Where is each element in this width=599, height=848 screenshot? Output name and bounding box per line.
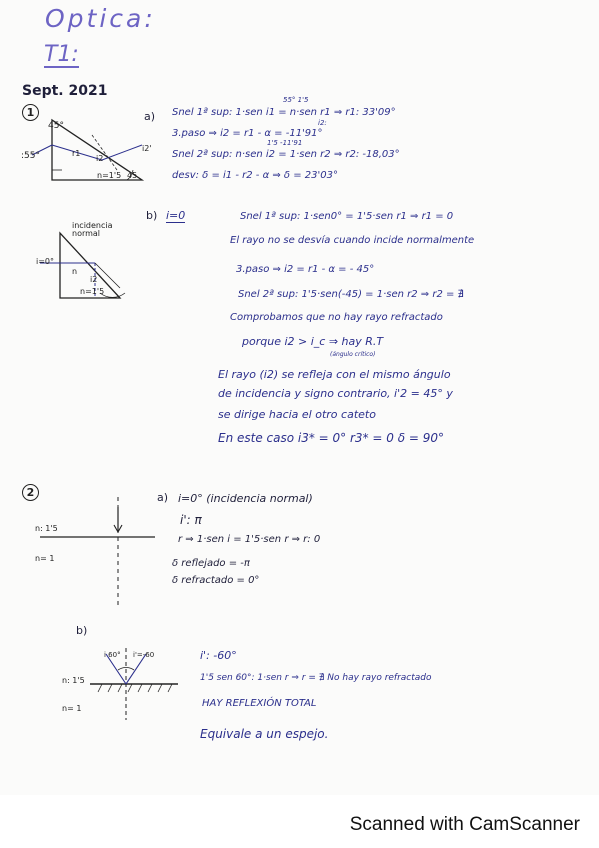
diagram-2a-n1: n= 1 [35,554,55,563]
scanner-watermark: Scanned with CamScanner [349,814,580,835]
part-1b-i-value: i=0 [166,209,186,222]
part-2a-label: a) [157,491,169,504]
diagram-2b-i60: i 60° [104,651,121,659]
problem-2-number: 2 [22,484,39,501]
diagram-b-label-i0: i=0° [36,257,55,266]
problem-1-number: 1 [22,104,39,121]
diagram-a-label-i2p: i2' [142,144,152,153]
diagram-2b-n1: n= 1 [62,704,82,713]
part-1b-label: b) [146,209,158,222]
diagram-2b-n15: n: 1'5 [62,676,85,685]
part-2a-line-3: r ⇒ 1·sen i = 1'5·sen r ⇒ r: 0 [178,534,321,545]
diagram-b-label-i2: i2 [90,275,98,284]
part-2b-label: b) [76,624,88,637]
part-1b-line-10: En este caso i3* = 0° r3* = 0 δ = 90° [218,431,444,445]
diagram-a-label-55: :55° [21,151,40,161]
part-1a-sup-a: 55° 1'5 [283,96,309,104]
part-1b-critical-note: (ángulo crítico) [330,351,376,358]
part-2b-line-4: Equivale a un espejo. [200,727,329,741]
part-2a-line-5: δ refractado = 0° [172,575,260,586]
part-1b-line-9: se dirige hacia el otro cateto [218,408,376,421]
diagram-a-label-n: n=1'5 [97,171,122,180]
part-1a-line-1: Snel 1ª sup: 1·sen i1 = n·sen r1 ⇒ r1: 33'09° [172,107,396,118]
part-1a-line-4: desv: δ = i1 - r2 - α ⇒ δ = 23'03° [172,170,338,181]
part-1a-line-3: Snel 2ª sup: n·sen i2 = 1·sen r2 ⇒ r2: -18,03° [172,149,400,160]
part-2b-line-3: HAY REFLEXIÓN TOTAL [202,698,317,709]
part-1b-line-8: de incidencia y signo contrario, i'2 = 45° y [218,387,453,400]
part-1b-line-7: El rayo (i2) se refleja con el mismo ángulo [218,368,451,381]
part-2a-line-1: i=0° (incidencia normal) [178,492,313,505]
part-1b-line-5: Comprobamos que no hay rayo refractado [230,312,443,323]
page-title: Optica: [45,4,156,33]
topic-title: T1: [44,42,79,67]
part-1a-line-2: 3.paso ⇒ i2 = r1 - α = -11'91° [172,128,323,139]
part-1b-line-6: porque i2 > i_c ⇒ hay R.T [242,335,384,348]
diagram-b-label-n: n [72,267,78,276]
part-1a-sup-c: 1'5 -11'91 [267,139,303,147]
diagram-b-label-incidence: incidencia normal [72,221,113,238]
diagram-2a-n15: n: 1'5 [35,524,58,533]
part-1b-line-1: Snel 1ª sup: 1·sen0° = 1'5·sen r1 ⇒ r1 = 0 [240,211,454,222]
part-2b-line-2: 1'5 sen 60°: 1·sen r ⇒ r = ∄ No hay rayo refractado [200,673,432,683]
prism-diagram-b [40,228,140,313]
part-2b-line-1: i': -60° [200,649,237,662]
diagram-a-label-r1: r1 [72,149,81,158]
part-2a-line-2: i': π [180,513,202,527]
part-1a-sup-b: i2: [318,119,327,127]
exam-date: Sept. 2021 [22,83,108,99]
part-1a-label: a) [144,110,156,123]
diagram-a-label-45b: 45 [127,171,138,180]
diagram-a-label-i2: i2 [96,154,104,163]
part-1b-line-4: Snel 2ª sup: 1'5·sen(-45) = 1·sen r2 ⇒ r2 = ∄ [238,289,464,300]
part-2a-line-4: δ reflejado = -π [172,558,250,569]
interface-diagram-a [40,497,160,607]
part-1b-line-3: 3.paso ⇒ i2 = r1 - α = - 45° [236,264,375,275]
diagram-2b-i-neg60: i'=-60 [133,651,155,659]
diagram-a-label-45: 45° [48,121,64,131]
part-1b-line-2: El rayo no se desvía cuando incide normalmente [230,235,475,246]
diagram-b-label-n15: n=1'5 [80,287,105,296]
